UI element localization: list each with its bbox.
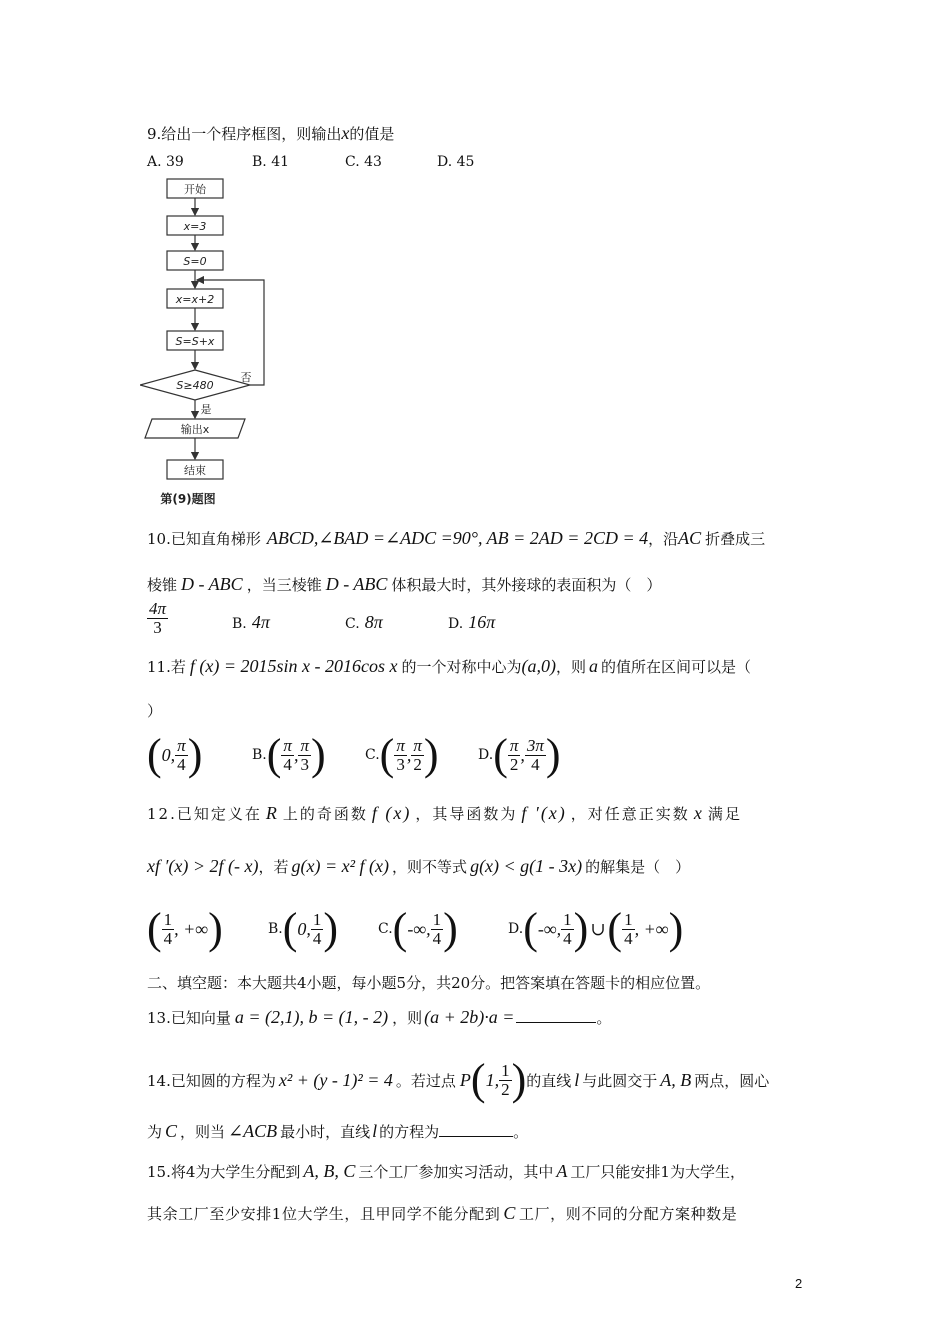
q9-option-d: D. 45 [437, 154, 475, 170]
page-number: 2 [795, 1276, 803, 1291]
q13: 13.已知向量 a = (2,1), b = (1, - 2) ，则 (a + 2b)·a = 。 [147, 1007, 612, 1027]
flowchart [140, 175, 280, 510]
q10-line1: 10.已知直角梯形 ABCD,∠BAD =∠ADC =90°, AB = 2AD = 2CD = 4，沿AC 折叠成三 [147, 528, 766, 548]
q11-option-b: B. ( $\frac{\pi}{4}$ , $\frac{\pi}{3}$ ) [252, 730, 326, 779]
q9-option-c: C. 43 [345, 154, 382, 170]
q14-line1: 14.已知圆的方程为 x² + (y - 1)² = 4 。若过点 P ( 1, $\frac{1}{2}$ ) 的直线 l 与此圆交于 A, B 两点，圆心 [147, 1055, 770, 1104]
fc-cond: S≥480 [176, 379, 214, 392]
q11-option-d: D. ( $\frac{\pi}{2}$ , $\frac{3\pi}{4}$ ) [478, 730, 561, 779]
fc-init-x: x=3 [183, 220, 207, 233]
q12-option-d: D. ( -∞, $\frac{1}{4}$ ) ∪ ( $\frac{1}{4}$ , +∞ ) [508, 904, 684, 953]
q12-option-c: C. ( -∞, $\frac{1}{4}$ ) [378, 904, 458, 953]
fc-end: 结束 [184, 464, 206, 477]
q12-line2: xf ′(x) > 2f (- x)，若 g(x) = x² f (x) ，则不等式 g(x) < g(1 - 3x) 的解集是（ ） [147, 856, 691, 876]
q11-option-a: ( 0, $\frac{\pi}{4}$ ) [147, 730, 203, 779]
fc-no-label: 否 [240, 371, 252, 384]
section-fill-in-heading: 二、填空题：本大题共4小题，每小题5分，共20分。把答案填在答题卡的相应位置。 [147, 974, 711, 992]
q10-line2: 棱锥 D - ABC ，当三棱锥 D - ABC 体积最大时，其外接球的表面积为（ ） [147, 574, 662, 594]
q11-line2: ） [147, 702, 163, 720]
q14-line2: 为 C ，则当 ∠ACB 最小时，直线 l 的方程为 。 [147, 1121, 529, 1141]
fc-init-s: S=0 [183, 255, 207, 268]
fc-step-x: x=x+2 [175, 293, 215, 306]
q10-option-b: B. 4π [232, 612, 270, 632]
q15-line1: 15.将4为大学生分配到 A, B, C 三个工厂参加实习活动，其中 A 工厂只能安排1为大学生， [147, 1161, 745, 1181]
q12-option-a: ( $\frac{1}{4}$ , +∞ ) [147, 904, 223, 953]
q15-line2: 其余工厂至少安排1位大学生，且甲同学不能分配到 C 工厂，则不同的分配方案种数是 [147, 1203, 738, 1223]
q9-option-b: B. 41 [252, 154, 290, 170]
q10-option-c: C. 8π [345, 612, 383, 632]
q12-line1: 12.已知定义在 R 上的奇函数 f (x) ，其导函数为 f ′(x) ，对任意正实数 x 满足 [147, 803, 742, 823]
q11-line1: 11.若 f (x) = 2015sin x - 2016cos x 的一个对称中心为(a,0)，则 a 的值所在区间可以是（ [147, 656, 752, 676]
q11-option-c: C. ( $\frac{\pi}{3}$ , $\frac{\pi}{2}$ ) [365, 730, 439, 779]
q10-option-a: $\frac{4\pi}{3}$ [149, 599, 167, 637]
fc-step-s: S=S+x [175, 335, 215, 348]
fc-output: 输出x [180, 423, 210, 436]
q13-answer-blank [516, 1008, 596, 1023]
fc-caption: 第(9)题图 [160, 492, 216, 506]
q14-answer-blank [439, 1122, 513, 1137]
q9-stem: 9.给出一个程序框图，则输出x的值是 [147, 123, 395, 143]
fc-start: 开始 [184, 183, 206, 196]
q10-option-d: D. 16π [448, 612, 496, 632]
q12-option-b: B. ( 0, $\frac{1}{4}$ ) [268, 904, 339, 953]
fc-yes-label: 是 [200, 403, 212, 416]
q9-option-a: A. 39 [147, 154, 184, 170]
